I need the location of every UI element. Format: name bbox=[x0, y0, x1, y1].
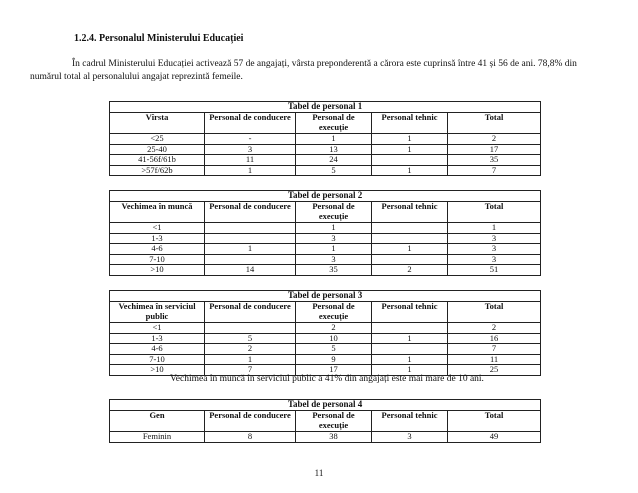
table-cell: 13 bbox=[296, 144, 372, 155]
section-heading: 1.2.4. Personalul Ministerului Educației bbox=[74, 33, 244, 44]
table-cell bbox=[372, 254, 448, 265]
table-row bbox=[110, 165, 541, 176]
table-cell: 7 bbox=[448, 344, 541, 355]
table-row bbox=[110, 254, 541, 265]
table-cell: 3 bbox=[372, 432, 448, 443]
table-cell: 3 bbox=[448, 254, 541, 265]
table-cell: 1 bbox=[205, 244, 296, 255]
table-cell: 35 bbox=[448, 155, 541, 166]
table-cell: 1 bbox=[296, 244, 372, 255]
table-cell: 17 bbox=[448, 144, 541, 155]
table-cell: 2 bbox=[448, 323, 541, 334]
intro-paragraph: În cadrul Ministerului Educației activează 57 de angajați, vârsta preponderentă a cărora este cuprinsă între 41 și 56 de ani. 78,8% din numărul total al personalului angajat reprezintă femeile. bbox=[30, 59, 577, 82]
column-header: Personal tehnic bbox=[372, 411, 448, 432]
table-cell: >57f/62b bbox=[110, 165, 205, 176]
personnel-table-age bbox=[109, 101, 541, 176]
table-row bbox=[110, 134, 541, 145]
table-row bbox=[110, 265, 541, 276]
column-header: Personal de conducere bbox=[205, 411, 296, 432]
column-header: Personal de execuție bbox=[296, 113, 372, 134]
table-cell: 1 bbox=[372, 333, 448, 344]
table-cell: 14 bbox=[205, 265, 296, 276]
table-cell: 2 bbox=[205, 344, 296, 355]
table-cell: 1 bbox=[205, 354, 296, 365]
table-title: Tabel de personal 1 bbox=[110, 102, 541, 113]
column-header: Total bbox=[448, 113, 541, 134]
table-cell: 1 bbox=[372, 134, 448, 145]
table-cell: 2 bbox=[448, 134, 541, 145]
table-cell bbox=[372, 344, 448, 355]
table-row bbox=[110, 155, 541, 166]
table-row bbox=[110, 344, 541, 355]
column-header: Personal de conducere bbox=[205, 113, 296, 134]
column-header: Total bbox=[448, 302, 541, 323]
column-header: Personal tehnic bbox=[372, 113, 448, 134]
table-cell: 7 bbox=[448, 165, 541, 176]
table-cell: 4-6 bbox=[110, 244, 205, 255]
personnel-table-work-seniority bbox=[109, 190, 541, 276]
table-cell bbox=[372, 155, 448, 166]
personnel-table-public-service-seniority bbox=[109, 290, 541, 376]
table-cell bbox=[205, 233, 296, 244]
table-cell: 7-10 bbox=[110, 354, 205, 365]
table-cell: >10 bbox=[110, 365, 205, 376]
table-cell: 25-40 bbox=[110, 144, 205, 155]
column-header: Vechimea în muncă bbox=[110, 202, 205, 223]
table-row bbox=[110, 354, 541, 365]
table-cell: 3 bbox=[448, 244, 541, 255]
table-cell: 1 bbox=[372, 165, 448, 176]
table-cell: 3 bbox=[296, 254, 372, 265]
table-cell: 38 bbox=[296, 432, 372, 443]
personnel-table-gender bbox=[109, 399, 541, 443]
table-cell: 5 bbox=[296, 165, 372, 176]
table-cell: 7-10 bbox=[110, 254, 205, 265]
column-header: Personal de execuție bbox=[296, 302, 372, 323]
column-header: Total bbox=[448, 202, 541, 223]
table-cell: 41-56f/61b bbox=[110, 155, 205, 166]
table-cell: 25 bbox=[448, 365, 541, 376]
column-header: Personal de execuție bbox=[296, 411, 372, 432]
table-cell: 24 bbox=[296, 155, 372, 166]
table-cell: 7 bbox=[205, 365, 296, 376]
table-row bbox=[110, 244, 541, 255]
table-cell: 11 bbox=[205, 155, 296, 166]
table-cell: >10 bbox=[110, 265, 205, 276]
table-row bbox=[110, 233, 541, 244]
table-cell: 8 bbox=[205, 432, 296, 443]
table-cell bbox=[372, 233, 448, 244]
table-cell bbox=[205, 223, 296, 234]
table-cell: 1 bbox=[205, 165, 296, 176]
seniority-note: Vechimea în muncă în serviciul public a 41% din angajați este mai mare de 10 ani. bbox=[170, 374, 484, 384]
table-row bbox=[110, 333, 541, 344]
table-row bbox=[110, 323, 541, 334]
table-cell: 1 bbox=[372, 365, 448, 376]
column-header: Personal de conducere bbox=[205, 302, 296, 323]
table-cell: 2 bbox=[372, 265, 448, 276]
table-cell: 5 bbox=[205, 333, 296, 344]
column-header: Personal tehnic bbox=[372, 302, 448, 323]
table-cell: 3 bbox=[448, 233, 541, 244]
column-header: Vechimea în serviciul public bbox=[110, 302, 205, 323]
column-header: Personal tehnic bbox=[372, 202, 448, 223]
table-cell: 1 bbox=[372, 144, 448, 155]
table-cell: <1 bbox=[110, 223, 205, 234]
table-cell: 2 bbox=[296, 323, 372, 334]
table-title: Tabel de personal 4 bbox=[110, 400, 541, 411]
table-cell: 49 bbox=[448, 432, 541, 443]
table-cell: - bbox=[205, 134, 296, 145]
table-cell: 35 bbox=[296, 265, 372, 276]
table-cell: 1 bbox=[296, 223, 372, 234]
table-cell: 11 bbox=[448, 354, 541, 365]
table-cell bbox=[372, 323, 448, 334]
table-cell: 1-3 bbox=[110, 333, 205, 344]
table-cell: 4-6 bbox=[110, 344, 205, 355]
column-header: Total bbox=[448, 411, 541, 432]
column-header: Personal de conducere bbox=[205, 202, 296, 223]
table-cell: 17 bbox=[296, 365, 372, 376]
column-header: Personal de execuție bbox=[296, 202, 372, 223]
table-cell bbox=[205, 254, 296, 265]
table-cell: 3 bbox=[296, 233, 372, 244]
table-cell: Feminin bbox=[110, 432, 205, 443]
table-cell: 51 bbox=[448, 265, 541, 276]
table-cell: <1 bbox=[110, 323, 205, 334]
table-title: Tabel de personal 3 bbox=[110, 291, 541, 302]
page-number: 11 bbox=[314, 468, 324, 478]
table-cell: 9 bbox=[296, 354, 372, 365]
table-row bbox=[110, 144, 541, 155]
table-cell: 1 bbox=[372, 244, 448, 255]
table-cell bbox=[372, 223, 448, 234]
table-cell: 1 bbox=[296, 134, 372, 145]
table-cell: 5 bbox=[296, 344, 372, 355]
table-cell: 16 bbox=[448, 333, 541, 344]
table-cell: 3 bbox=[205, 144, 296, 155]
table-row bbox=[110, 223, 541, 234]
table-row bbox=[110, 432, 541, 443]
table-cell: 1 bbox=[448, 223, 541, 234]
table-cell: 1 bbox=[372, 354, 448, 365]
column-header: Gen bbox=[110, 411, 205, 432]
column-header: Vîrsta bbox=[110, 113, 205, 134]
table-cell: 10 bbox=[296, 333, 372, 344]
table-cell: <25 bbox=[110, 134, 205, 145]
table-title: Tabel de personal 2 bbox=[110, 191, 541, 202]
table-cell: 1-3 bbox=[110, 233, 205, 244]
table-cell bbox=[205, 323, 296, 334]
